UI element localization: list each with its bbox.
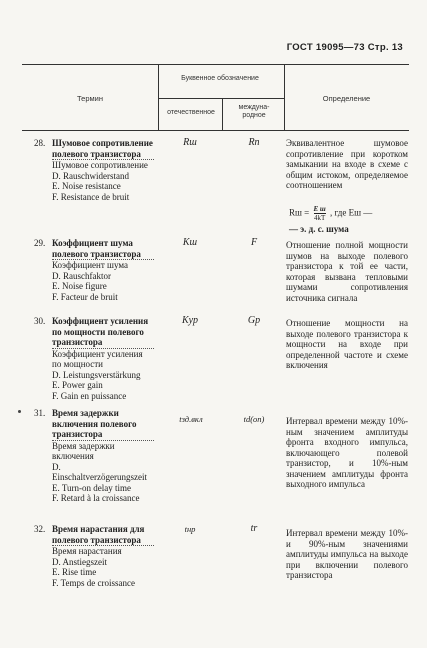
symbol-international: Rn bbox=[248, 137, 260, 148]
formula-lhs: Rш = bbox=[289, 207, 310, 218]
definition-text: Отношение полной мощности шумов на выходе полевого транзистора к той ее части, которая вызвана тепловыми шумами сопротивления источника сигнала bbox=[286, 240, 408, 303]
term-line: D. Rauschwiderstand bbox=[52, 170, 129, 181]
term-block bbox=[52, 238, 154, 302]
entry-30 bbox=[0, 316, 427, 416]
definition-text: Интервал времени между 10%- и 90%-ным значениями амплитуды импульса на выходе при включении полевого транзистора bbox=[286, 528, 408, 580]
term-block bbox=[52, 524, 154, 588]
term-line: Время нарастания bbox=[52, 546, 122, 556]
term-block bbox=[52, 316, 154, 401]
term-line: D. Einschaltverzögerungszeit bbox=[52, 461, 147, 482]
symbol-international: td(on) bbox=[243, 414, 265, 424]
page-header: ГОСТ 19095—73 Стр. 13 bbox=[286, 42, 403, 53]
col-definition: Определение bbox=[322, 94, 371, 103]
col-domestic: отечественное bbox=[167, 109, 215, 116]
term-line: E. Turn-on delay time bbox=[52, 482, 131, 493]
term-title: Время нарастания для полевого транзистора bbox=[52, 524, 154, 546]
term-block bbox=[52, 408, 154, 504]
table-top-rule bbox=[22, 64, 409, 65]
entry-32 bbox=[0, 524, 427, 634]
term-line: F. Temps de croissance bbox=[52, 577, 135, 588]
term-line: Шумовое сопротивление bbox=[52, 160, 148, 170]
header-divider-2 bbox=[222, 98, 223, 130]
entry-number: 32. bbox=[34, 524, 46, 534]
entry-29 bbox=[0, 238, 427, 313]
term-line: Коэффициент усиления по мощности bbox=[52, 348, 143, 369]
symbol-domestic: tзд.вкл bbox=[179, 414, 203, 424]
entry-number: 30. bbox=[34, 316, 46, 326]
term-line: D. Leistungsverstärkung bbox=[52, 369, 141, 380]
formula-denominator: 4kT bbox=[314, 214, 326, 222]
term-line: Коэффициент шума bbox=[52, 260, 128, 270]
symbol-domestic: Rш bbox=[183, 137, 197, 148]
entry-28 bbox=[0, 138, 427, 248]
entry-number: 29. bbox=[34, 238, 46, 248]
symbol-domestic: Kш bbox=[182, 237, 198, 248]
entry-number: 31. bbox=[34, 408, 46, 418]
term-title: Коэффициент усиления по мощности полевого транзистора bbox=[52, 316, 154, 349]
term-line: D. Rauschfaktor bbox=[52, 270, 111, 281]
term-title: Время задержки включения полевого транзистора bbox=[52, 408, 154, 441]
term-line: E. Noise figure bbox=[52, 281, 107, 291]
formula-fraction bbox=[314, 205, 326, 222]
symbol-domestic: Kур bbox=[182, 315, 198, 326]
term-title: Коэффициент шума полевого транзистора bbox=[52, 238, 154, 260]
definition-text: Эквивалентное шумовое сопротивление при коротком замыкании на входе в схеме с общим истоком, определяемое соотношением bbox=[286, 138, 408, 190]
noise-formula bbox=[289, 205, 372, 222]
designation-underline bbox=[158, 98, 284, 99]
symbol-international: tr bbox=[250, 523, 258, 534]
term-line: E. Power gain bbox=[52, 380, 103, 390]
formula-tail: — э. д. с. шума bbox=[289, 224, 349, 234]
table-header-bottom-rule bbox=[22, 130, 409, 131]
symbol-domestic: tнр bbox=[184, 524, 196, 534]
symbol-international: Gp bbox=[247, 315, 261, 326]
term-line: E. Rise time bbox=[52, 567, 97, 577]
term-line: F. Resistance de bruit bbox=[52, 191, 130, 202]
col-international: междуна-родное bbox=[238, 104, 270, 119]
term-line: E. Noise resistance bbox=[52, 181, 121, 191]
term-line: D. Anstiegszeit bbox=[52, 556, 107, 567]
definition-text: Отношение мощности на выходе полевого транзистора к мощности на входе при определенной частоте и схеме включения bbox=[286, 318, 408, 370]
entry-number: 28. bbox=[34, 138, 46, 148]
formula-rhs: , где Eш — bbox=[330, 207, 373, 218]
term-block bbox=[52, 138, 154, 202]
term-line: Время задержки включения bbox=[52, 440, 115, 461]
col-designation: Буквенное обозначение bbox=[181, 75, 259, 82]
header-divider-1 bbox=[158, 64, 159, 130]
term-line: F. Facteur de bruit bbox=[52, 291, 118, 302]
term-line: F. Gain en puissance bbox=[52, 390, 127, 401]
formula-numerator: E ш bbox=[313, 205, 326, 213]
term-title: Шумовое сопротивление полевого транзистора bbox=[52, 138, 153, 159]
definition-text: Интервал времени между 10%-ным значением амплитуды фронта входного импульса, включающего полевой транзистор, и 10%-ным значением амплитуды фронта выходного импульса bbox=[286, 416, 408, 489]
entry-31 bbox=[0, 408, 427, 523]
symbol-international: F bbox=[250, 237, 258, 248]
term-line: F. Retard à la croissance bbox=[52, 493, 140, 503]
col-term: Термин bbox=[77, 94, 103, 103]
